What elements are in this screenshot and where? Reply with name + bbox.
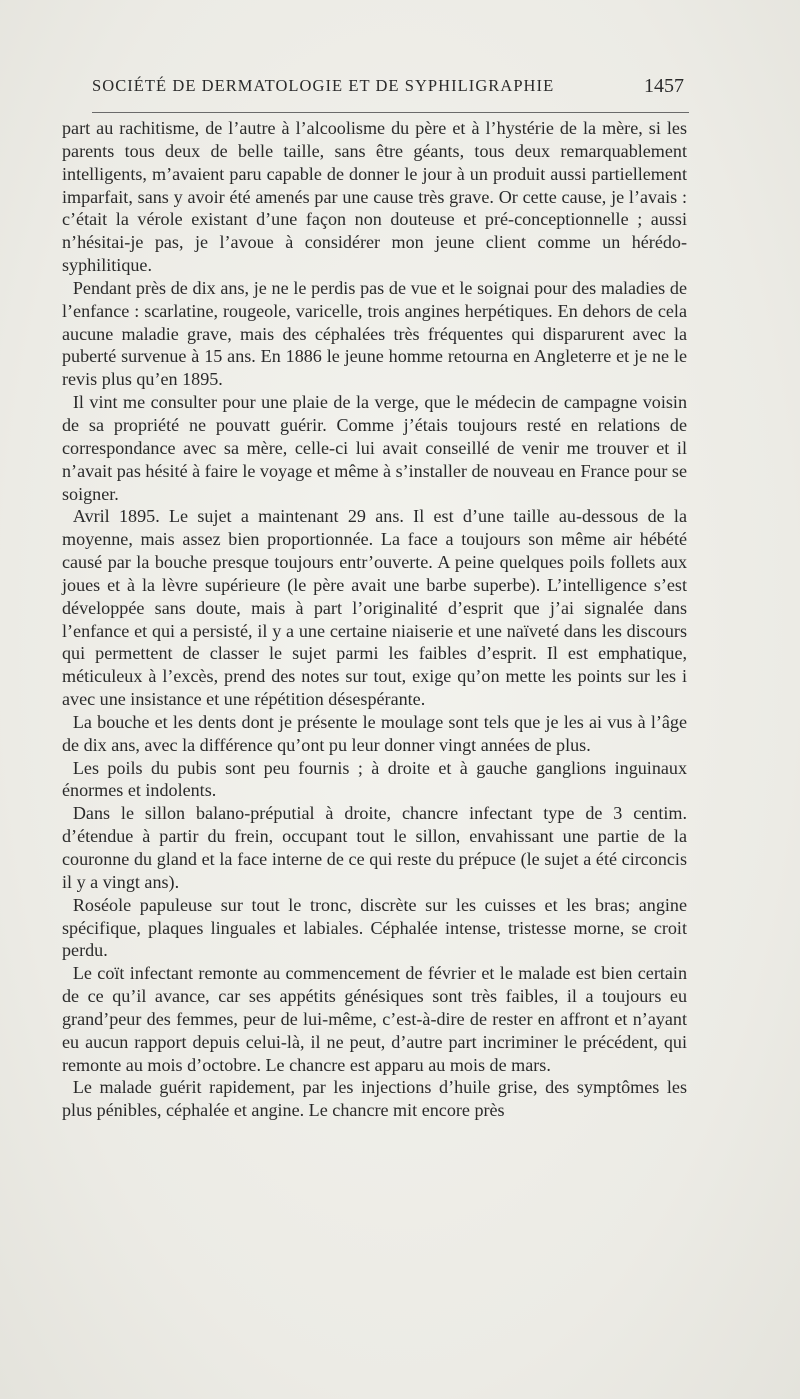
running-head [92, 73, 689, 103]
paragraph-continuation: part au rachitisme, de l’autre à l’alcoolisme du père et à l’hystérie de la mère, si les parents tous deux de belle taille, sans être géants, tous deux remarquablement intelligents, m’avaient paru capable de donner le jour à un produit aussi partiellement imparfait, sans y avoir été amenés par une cause très grave. Or cette cause, je l’avais : c’était la vérole existant d’une façon non douteuse et pré-conceptionnelle ; aussi n’hésitai-je pas, je l’avoue à considérer mon jeune client comme un hérédo-syphilitique. [62, 118, 687, 276]
paragraph: Les poils du pubis sont peu fournis ; à droite et à gauche ganglions inguinaux énormes et indolents. [62, 757, 687, 801]
paragraph: La bouche et les dents dont je présente le moulage sont tels que je les ai vus à l’âge de dix ans, avec la différence qu’ont pu leur donner vingt années de plus. [62, 711, 687, 755]
paragraph: Dans le sillon balano-préputial à droite, chancre infectant type de 3 centim. d’étendue à partir du frein, occupant tout le sillon, envahissant une partie de la couronne du gland et la face interne de ce qui reste du prépuce (le sujet a été circoncis il y a vingt ans). [62, 803, 687, 892]
running-head-title: SOCIÉTÉ DE DERMATOLOGIE ET DE SYPHILIGRAPHIE [92, 76, 555, 95]
paragraph: Pendant près de dix ans, je ne le perdis pas de vue et le soignai pour des maladies de l’enfance : scarlatine, rougeole, varicelle, trois angines herpétiques. En dehors de cela aucune maladie grave, mais des céphalées très fréquentes qui disparurent avec la puberté survenue à 15 ans. En 1886 le jeune homme retourna en Angleterre et je ne le revis plus qu’en 1895. [62, 277, 687, 390]
header-rule [92, 112, 689, 113]
page-number: 1457 [644, 75, 684, 97]
paragraph: Le coït infectant remonte au commencement de février et le malade est bien certain de ce qu’il avance, car ses appétits génésiques sont très faibles, il a toujours eu grand’peur des femmes, peur de lui-même, c’est-à-dire de rester en affront et n’ayant eu aucun rapport depuis celui-là, il ne peut, d’autre part incriminer le précédent, qui remonte au mois d’octobre. Le chancre est apparu au mois de mars. [62, 963, 687, 1075]
body-text [62, 117, 687, 1122]
paragraph: Il vint me consulter pour une plaie de la verge, que le médecin de campagne voisin de sa propriété ne pouvatt guérir. Comme j’étais toujours resté en relations de correspondance avec sa mère, celle-ci lui avait conseillé de venir me trouver et il n’avait pas hésité à faire le voyage et même à s’installer de nouveau en France pour se soigner. [62, 392, 687, 504]
paragraph: Roséole papuleuse sur tout le tronc, discrète sur les cuisses et les bras; angine spécifique, plaques linguales et labiales. Céphalée intense, tristesse morne, se croit perdu. [62, 894, 687, 961]
paragraph: Avril 1895. Le sujet a maintenant 29 ans. Il est d’une taille au-dessous de la moyenne, mais assez bien proportionnée. La face a toujours son même air hébété causé par la bouche presque toujours entr’ouverte. A peine quelques poils follets aux joues et à la lèvre supérieure (le père avait une barbe superbe). L’intelligence s’est développée sans doute, mais à part l’originalité d’esprit que j’ai signalée dans l’enfance et qui a persisté, il y a une certaine niaiserie et une naïveté dans les discours qui permettent de classer le sujet parmi les faibles d’esprit. Il est emphatique, méticuleux à l’excès, prend des notes sur tout, exige qu’on mette les points sur les i avec une insistance et une répétition désespérante. [62, 506, 687, 710]
paragraph: Le malade guérit rapidement, par les injections d’huile grise, des symptômes les plus pénibles, céphalée et angine. Le chancre mit encore près [62, 1077, 687, 1121]
